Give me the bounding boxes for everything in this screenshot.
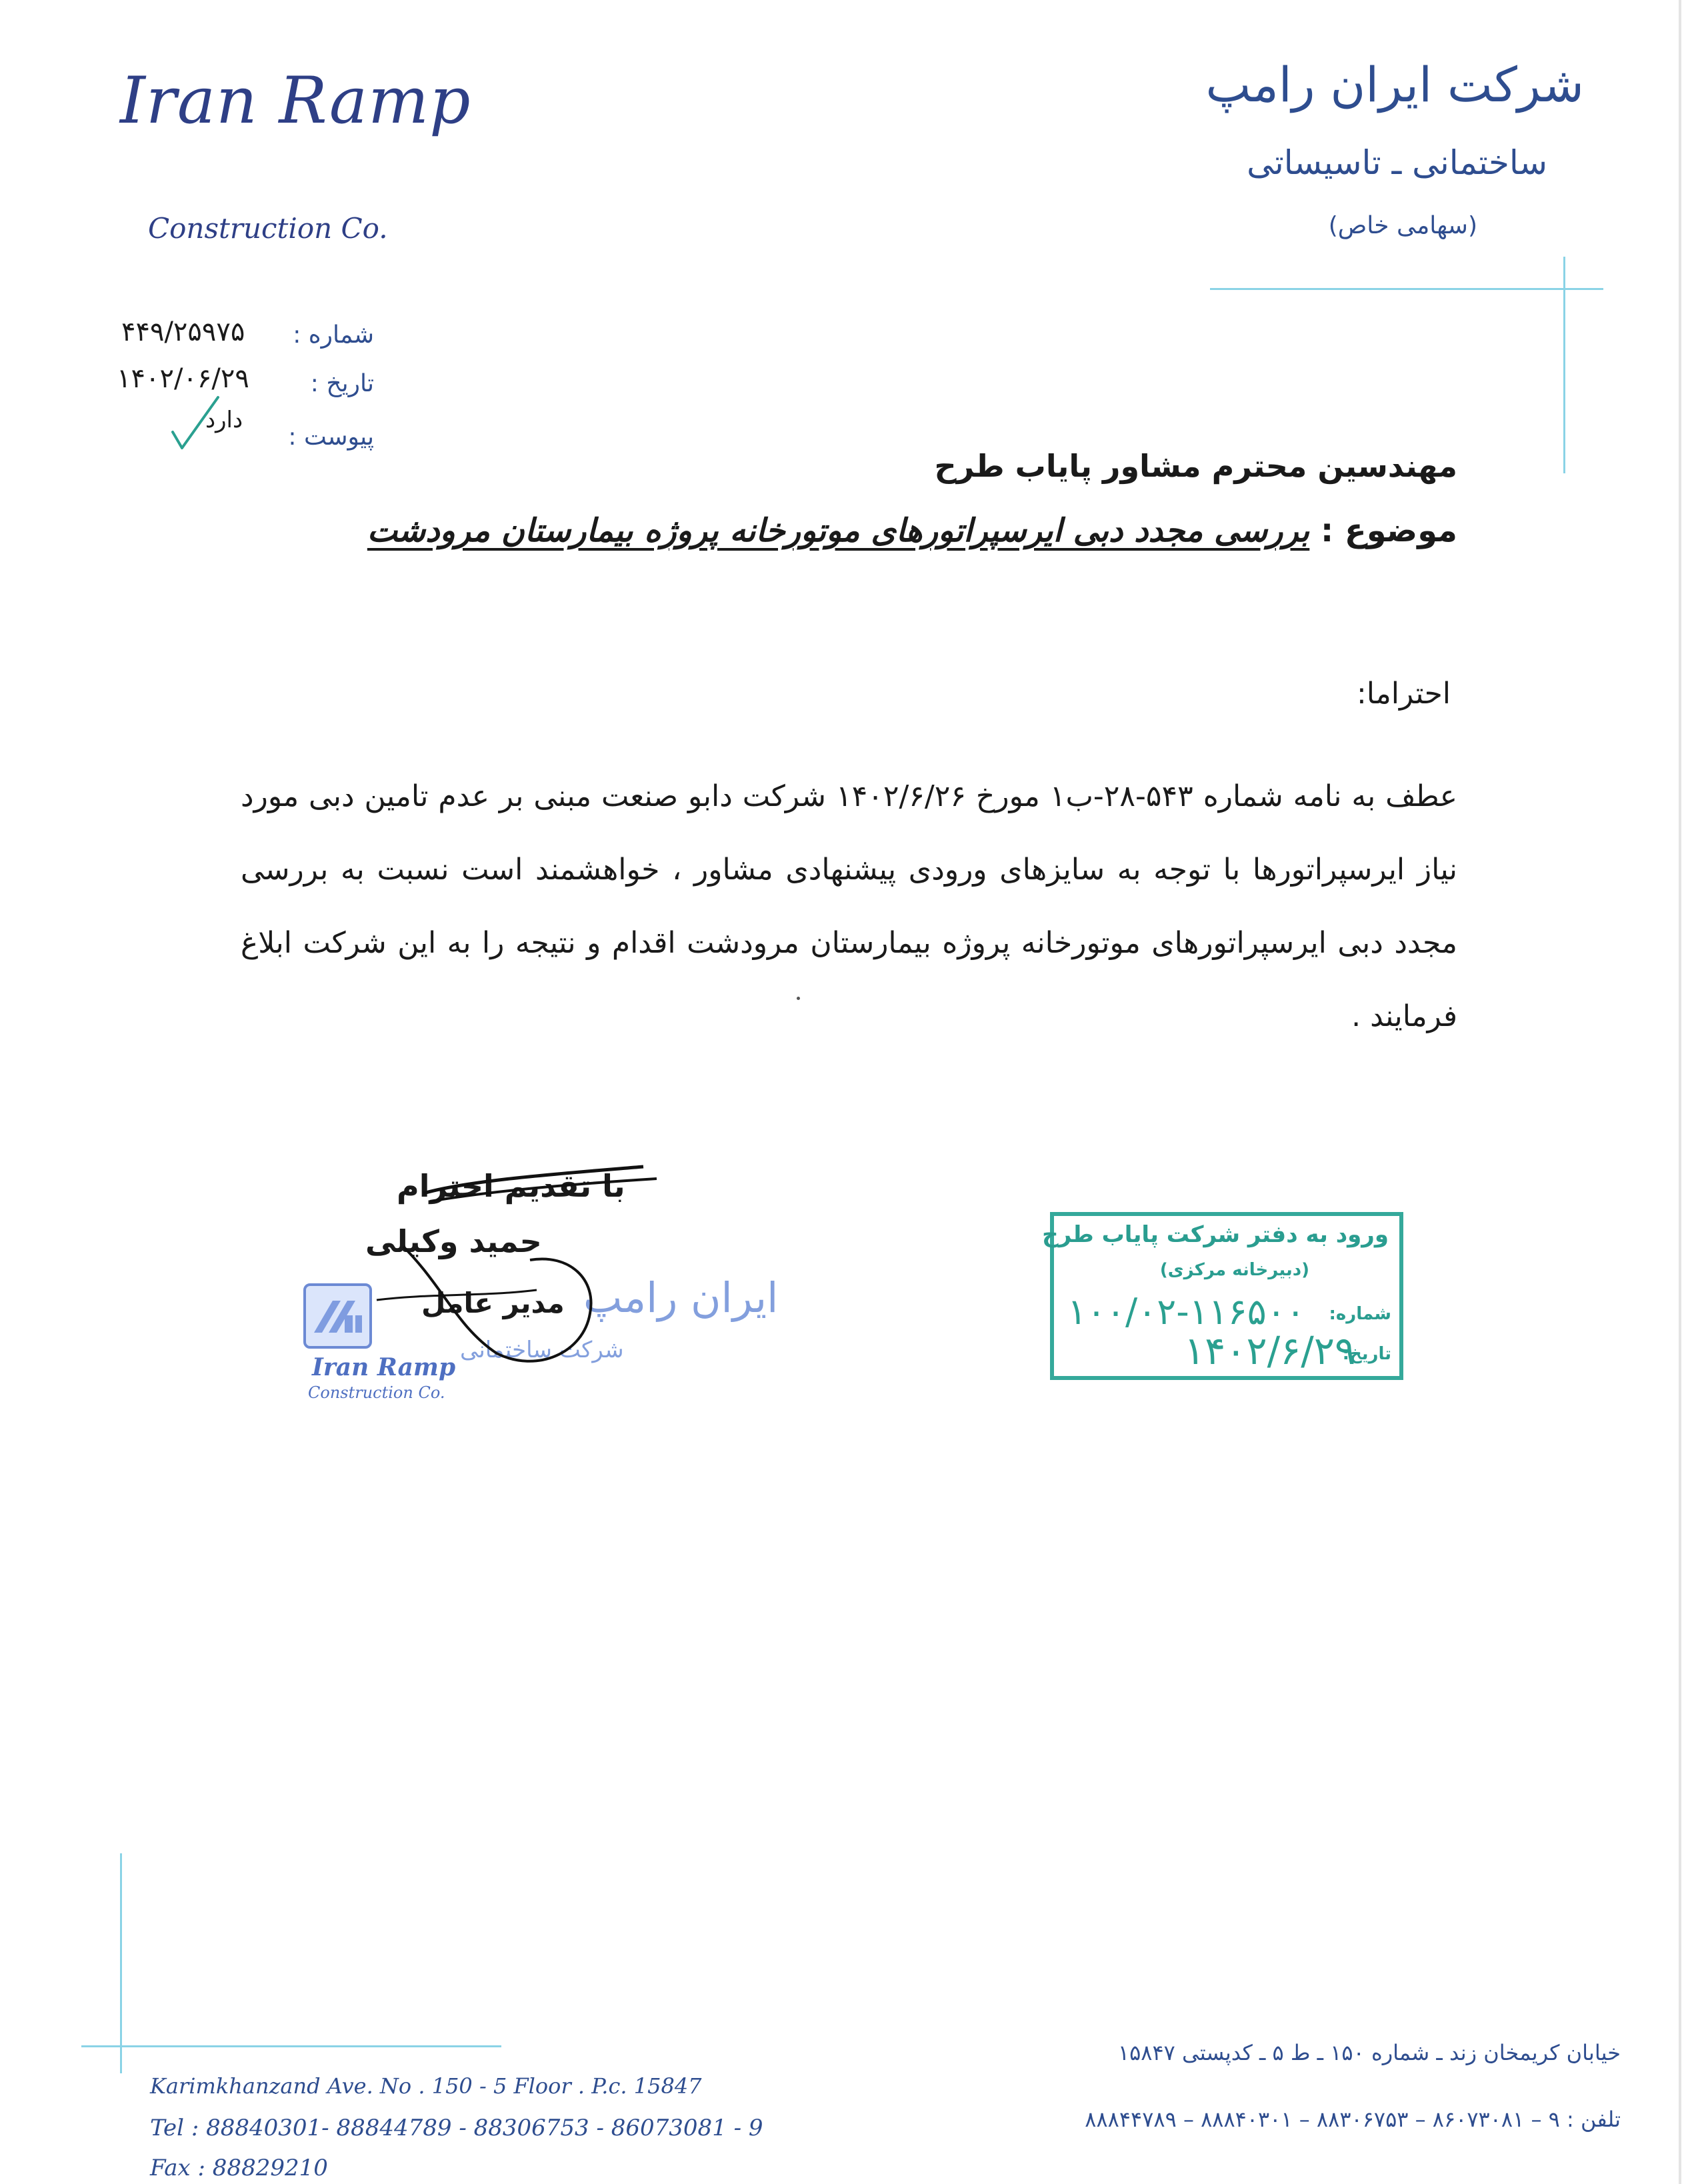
company-name-fa: شرکت ایران رامپ xyxy=(1205,57,1584,113)
footer-fax-en: Fax : 88829210 xyxy=(150,2155,328,2181)
stamp-date-label: تاریخ: xyxy=(1342,1344,1391,1364)
footer-divider xyxy=(81,2045,501,2047)
stamp-title: ورود به دفتر شرکت پایاب طرح xyxy=(1042,1221,1389,1248)
footer-address-en: Karimkhanzand Ave. No . 150 - 5 Floor . P.c. 15847 xyxy=(150,2073,702,2099)
subject-text: بررسی مجدد دبی ایرسپراتورهای موتورخانه پروژه بیمارستان مرودشت xyxy=(367,512,1310,549)
stray-mark xyxy=(797,997,800,1000)
company-seal-subtitle-fa: شرکت ساختمانی xyxy=(460,1337,624,1363)
receipt-stamp xyxy=(1042,1212,1403,1380)
company-seal-name-fa: ایران رامپ xyxy=(583,1273,779,1322)
signer-title: مدیر عامل xyxy=(421,1287,565,1319)
stamp-subtitle: (دبیرخانه مرکزی) xyxy=(1159,1260,1309,1280)
signer-name: حمید وکیلی xyxy=(365,1223,542,1259)
stamp-number-label: شماره: xyxy=(1329,1304,1391,1324)
footer-vertical-rule xyxy=(120,1853,122,2073)
subject-label: موضوع : xyxy=(1321,512,1457,549)
company-type-fa: (سهامی خاص) xyxy=(1328,212,1477,239)
stamp-date-value: ۱۴۰۲/۶/۲۹ xyxy=(1184,1328,1356,1373)
scan-page-edge xyxy=(1679,0,1681,2184)
attachment-label: پیوست : xyxy=(288,423,374,451)
closing-phrase: با تقدیم احترام xyxy=(397,1168,625,1204)
number-value: ۴۴۹/۲۵۹۷۵ xyxy=(121,317,245,347)
attachment-value: دارد xyxy=(205,407,243,433)
footer-phone-fa: تلفن : ۹ – ۸۶۰۷۳۰۸۱ – ۸۸۳۰۶۷۵۳ – ۸۸۸۴۰۳۰۱ – ۸۸۸۴۴۷۸۹ xyxy=(1085,2107,1621,2132)
date-label: تاریخ : xyxy=(310,370,374,397)
subject-line xyxy=(367,512,1457,549)
ramp-logo-icon xyxy=(306,1286,369,1346)
company-name-en: Iran Ramp xyxy=(120,63,471,138)
header-vertical-rule xyxy=(1563,257,1565,473)
company-seal-name-en: Iran Ramp xyxy=(312,1353,456,1381)
handwritten-signature xyxy=(363,1153,670,1373)
company-seal-logo xyxy=(303,1283,372,1349)
date-value: ۱۴۰۲/۰۶/۲۹ xyxy=(117,363,249,394)
company-subtitle-en: Construction Co. xyxy=(148,212,388,245)
addressee: مهندسین محترم مشاور پایاب طرح xyxy=(934,448,1457,484)
number-label: شماره : xyxy=(293,321,374,349)
header-divider xyxy=(1210,288,1603,290)
footer-phone-en: Tel : 88840301- 88844789 - 88306753 - 86073081 - 9 xyxy=(150,2115,763,2141)
checkmark-icon xyxy=(170,393,223,453)
letter-body: عطف به نامه شماره ۵۴۳-۲۸-ب۱ مورخ ۱۴۰۲/۶/۲۶ شرکت دابو صنعت مبنی بر عدم تامین دبی مورد نیاز ایرسپراتورها با توجه به سایزهای ورودی پیشنهادی مشاور ، خواهشمند است نسبت به بررسی مجدد دبی ایرسپراتورهای موتورخانه پروژه بیمارستان مرودشت اقدام و نتیجه را به این شرکت ابلاغ فرمایند . xyxy=(241,779,1458,1033)
company-seal-subtitle-en: Construction Co. xyxy=(308,1383,445,1402)
company-subtitle-fa: ساختمانی ـ تاسیساتی xyxy=(1247,143,1547,182)
stamp-number-value: ۱۰۰/۰۲-۱۱۶۵۰۰ xyxy=(1067,1291,1305,1333)
salutation: احتراما: xyxy=(1356,677,1451,711)
footer-address-fa: خیابان کریمخان زند ـ شماره ۱۵۰ ـ ط ۵ ـ کدپستی ۱۵۸۴۷ xyxy=(1117,2040,1621,2065)
